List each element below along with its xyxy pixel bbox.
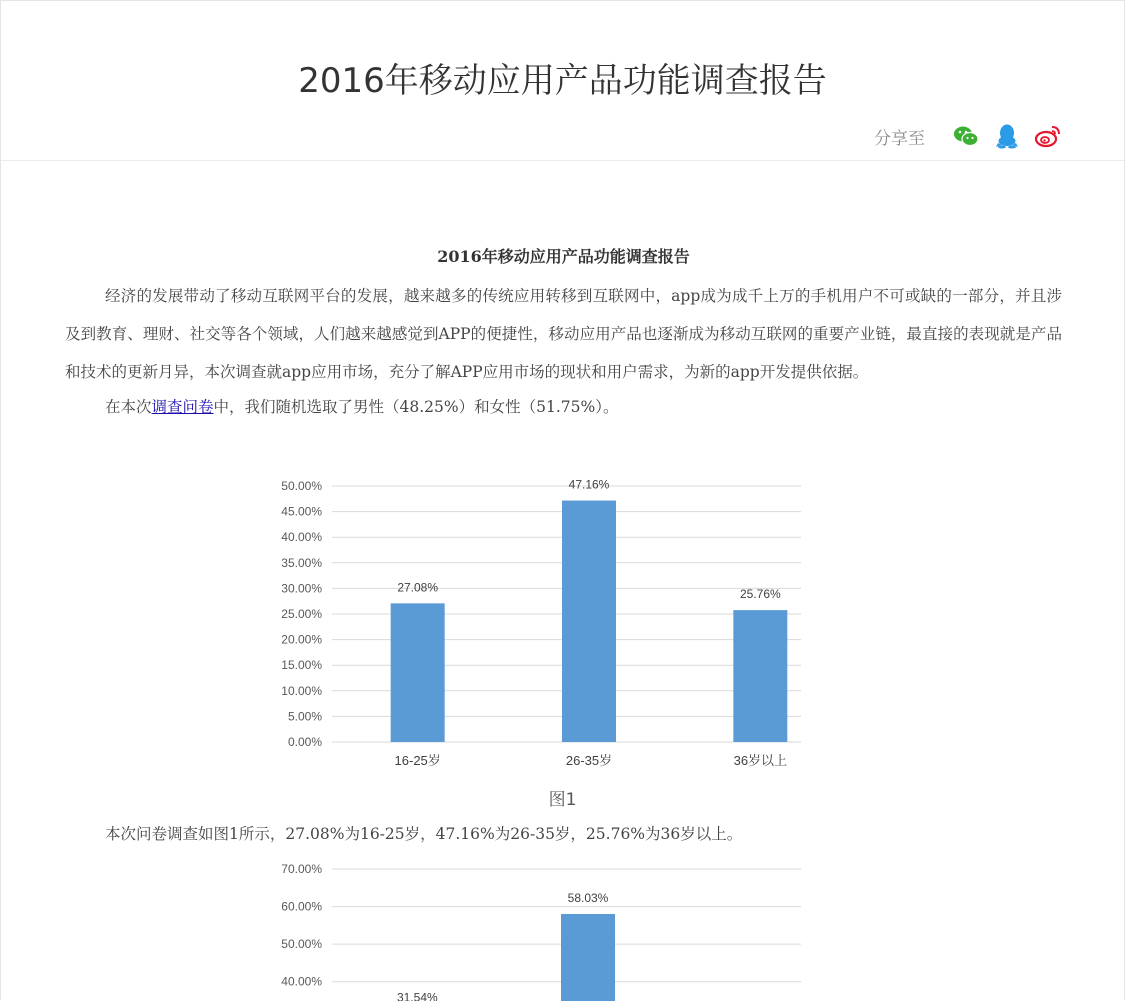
- share-label: 分享至: [874, 128, 925, 149]
- bar: [391, 603, 445, 742]
- survey-link[interactable]: 调查问卷: [151, 398, 214, 416]
- y-tick-label: 5.00%: [287, 709, 322, 724]
- gender-paragraph-suffix: 中，我们随机选取了男性（48.25%）和女性（51.75%）。: [213, 398, 619, 416]
- age-bar-chart: [201, 466, 801, 776]
- article-title: 2016年移动应用产品功能调查报告: [437, 247, 690, 266]
- figure-caption: 图1: [548, 790, 577, 810]
- y-tick-label: 30.00%: [281, 581, 322, 596]
- gender-paragraph-prefix: 在本次: [105, 398, 152, 416]
- y-tick-label: 35.00%: [281, 555, 322, 570]
- second-bar-chart: [201, 856, 801, 1001]
- bar: [561, 914, 615, 1001]
- y-tick-label: 20.00%: [281, 632, 322, 647]
- qq-icon[interactable]: [993, 122, 1021, 150]
- x-tick-label: 36岁以上: [733, 753, 788, 768]
- y-tick-label: 50.00%: [281, 479, 322, 493]
- y-tick-label: 40.00%: [281, 530, 322, 545]
- y-tick-label: 45.00%: [281, 504, 322, 519]
- x-tick-label: 26-35岁: [565, 753, 613, 768]
- y-tick-label: 50.00%: [281, 937, 322, 952]
- second-chart-svg: [201, 856, 801, 1001]
- share-bar: [874, 121, 1062, 151]
- weibo-icon[interactable]: [1034, 122, 1062, 150]
- y-tick-label: 40.00%: [281, 974, 322, 989]
- data-label: 27.08%: [397, 580, 439, 595]
- page-title: 2016年移动应用产品功能调查报告: [298, 61, 827, 101]
- y-tick-label: 25.00%: [281, 607, 322, 621]
- y-tick-label: 60.00%: [281, 899, 322, 914]
- data-label: 47.16%: [568, 477, 610, 492]
- age-summary-paragraph: 本次问卷调查如图1所示，27.08%为16-25岁，47.16%为26-35岁，25.76%为36岁以上。: [105, 825, 743, 843]
- data-label: 31.54%: [396, 990, 438, 1001]
- y-tick-label: 15.00%: [281, 658, 322, 673]
- age-chart-svg: [201, 466, 801, 776]
- x-tick-label: 16-25岁: [394, 753, 441, 768]
- wechat-icon[interactable]: [952, 122, 980, 150]
- y-tick-label: 10.00%: [281, 683, 322, 698]
- data-label: 58.03%: [567, 890, 609, 905]
- gender-paragraph: [65, 391, 1062, 423]
- data-label: 25.76%: [739, 587, 781, 602]
- bar: [562, 501, 616, 742]
- y-tick-label: 0.00%: [287, 735, 322, 749]
- article-body: [65, 237, 1062, 423]
- bar: [733, 610, 787, 742]
- y-tick-label: 70.00%: [281, 862, 322, 876]
- page-header: [1, 1, 1124, 161]
- intro-paragraph: 经济的发展带动了移动互联网平台的发展，越来越多的传统应用转移到互联网中，app成为成千上万的手机用户不可或缺的一部分，并且涉及到教育、理财、社交等各个领域，人们越来越感觉到APP的便捷性，移动应用产品也逐渐成为移动互联网的重要产业链，最直接的表现就是产品和技术的更新月异，本次调查就app应用市场，充分了解APP应用市场的现状和用户需求，为新的app开发提供依据。: [65, 287, 1062, 381]
